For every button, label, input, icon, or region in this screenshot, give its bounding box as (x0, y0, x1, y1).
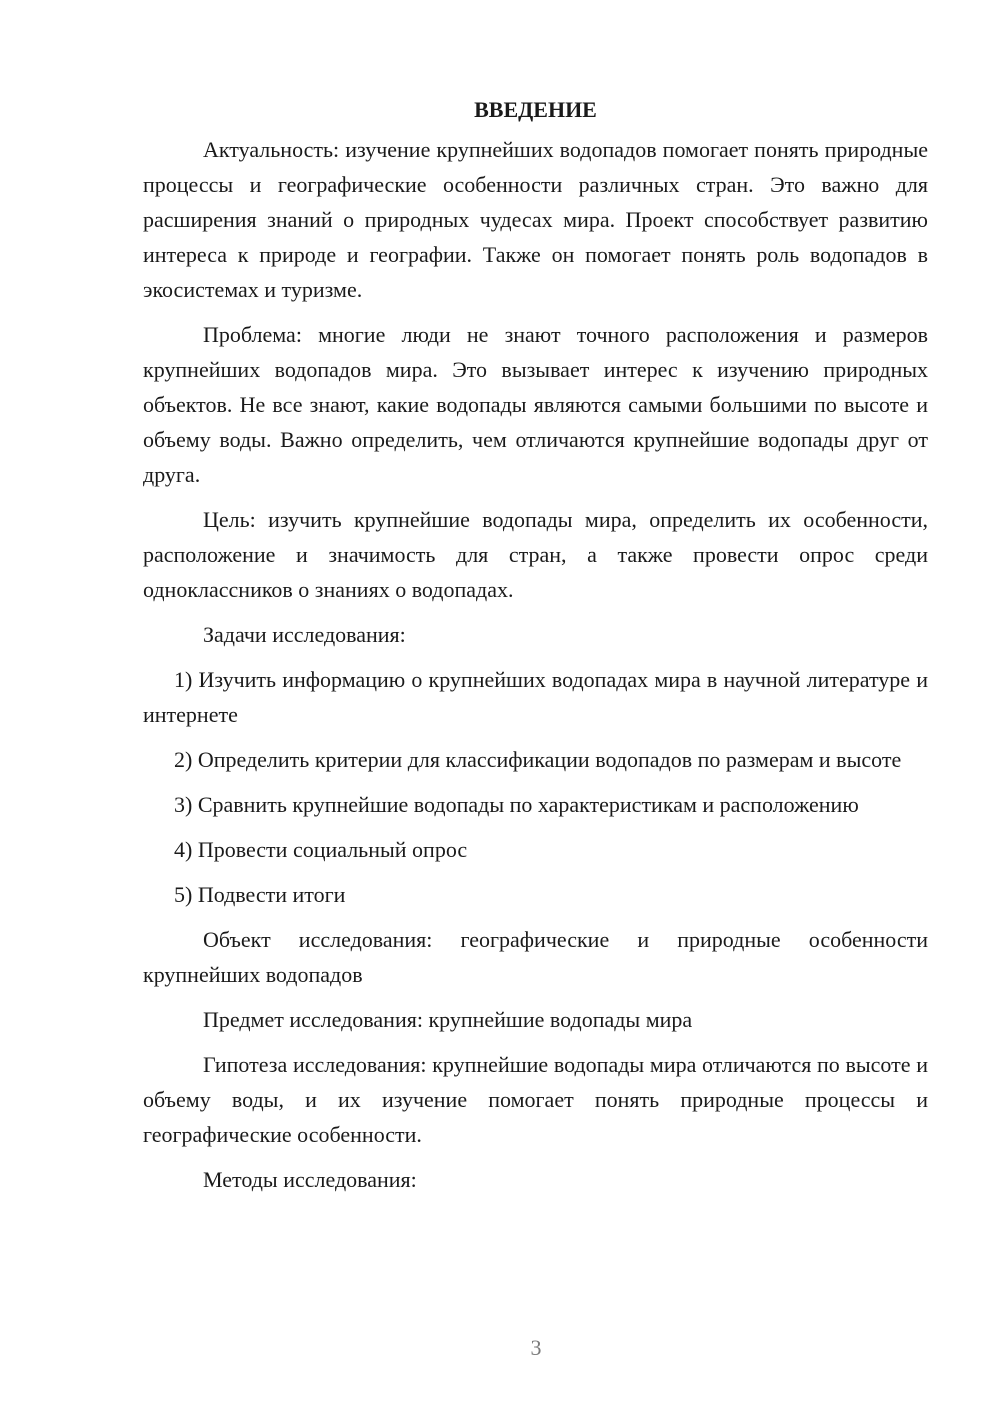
page-number: 3 (530, 1335, 542, 1360)
paragraph-hypothesis: Гипотеза исследования: крупнейшие водопады мира отличаются по высоте и объему воды, и их изучение помогает понять природные процессы и географические особенности. (143, 1052, 928, 1147)
tasks-heading: Задачи исследования: (203, 622, 406, 647)
task-item-5: 5) Подвести итоги (174, 882, 346, 907)
section-title: ВВЕДЕНИЕ (474, 97, 597, 122)
task-item-2: 2) Определить критерии для классификации водопадов по размерам и высоте (174, 747, 902, 772)
paragraph-subject: Предмет исследования: крупнейшие водопады мира (203, 1007, 693, 1032)
paragraph-relevance: Актуальность: изучение крупнейших водопадов помогает понять природные процессы и географические особенности различных стран. Это важно для расширения знаний о природных чудесах мира. Проект способствует развитию интереса к природе и географии. Также он помогает понять роль водопадов в экосистемах и туризме. (143, 137, 928, 302)
paragraph-problem: Проблема: многие люди не знают точного расположения и размеров крупнейших водопадов мира. Это вызывает интерес к изучению природных объектов. Не все знают, какие водопады являются самыми большими по высоте и объему воды. Важно определить, чем отличаются крупнейшие водопады друг от друга. (143, 322, 928, 487)
task-item-3: 3) Сравнить крупнейшие водопады по характеристикам и расположению (174, 792, 859, 817)
task-item-4: 4) Провести социальный опрос (174, 837, 468, 862)
task-item-1: 1) Изучить информацию о крупнейших водопадах мира в научной литературе и интернете (143, 667, 928, 727)
paragraph-object: Объект исследования: географические и природные особенности крупнейших водопадов (143, 927, 928, 987)
paragraph-goal: Цель: изучить крупнейшие водопады мира, определить их особенности, расположение и значимость для стран, а также провести опрос среди одноклассников о знаниях о водопадах. (143, 507, 928, 602)
page-content (143, 92, 928, 1207)
methods-heading: Методы исследования: (203, 1167, 417, 1192)
